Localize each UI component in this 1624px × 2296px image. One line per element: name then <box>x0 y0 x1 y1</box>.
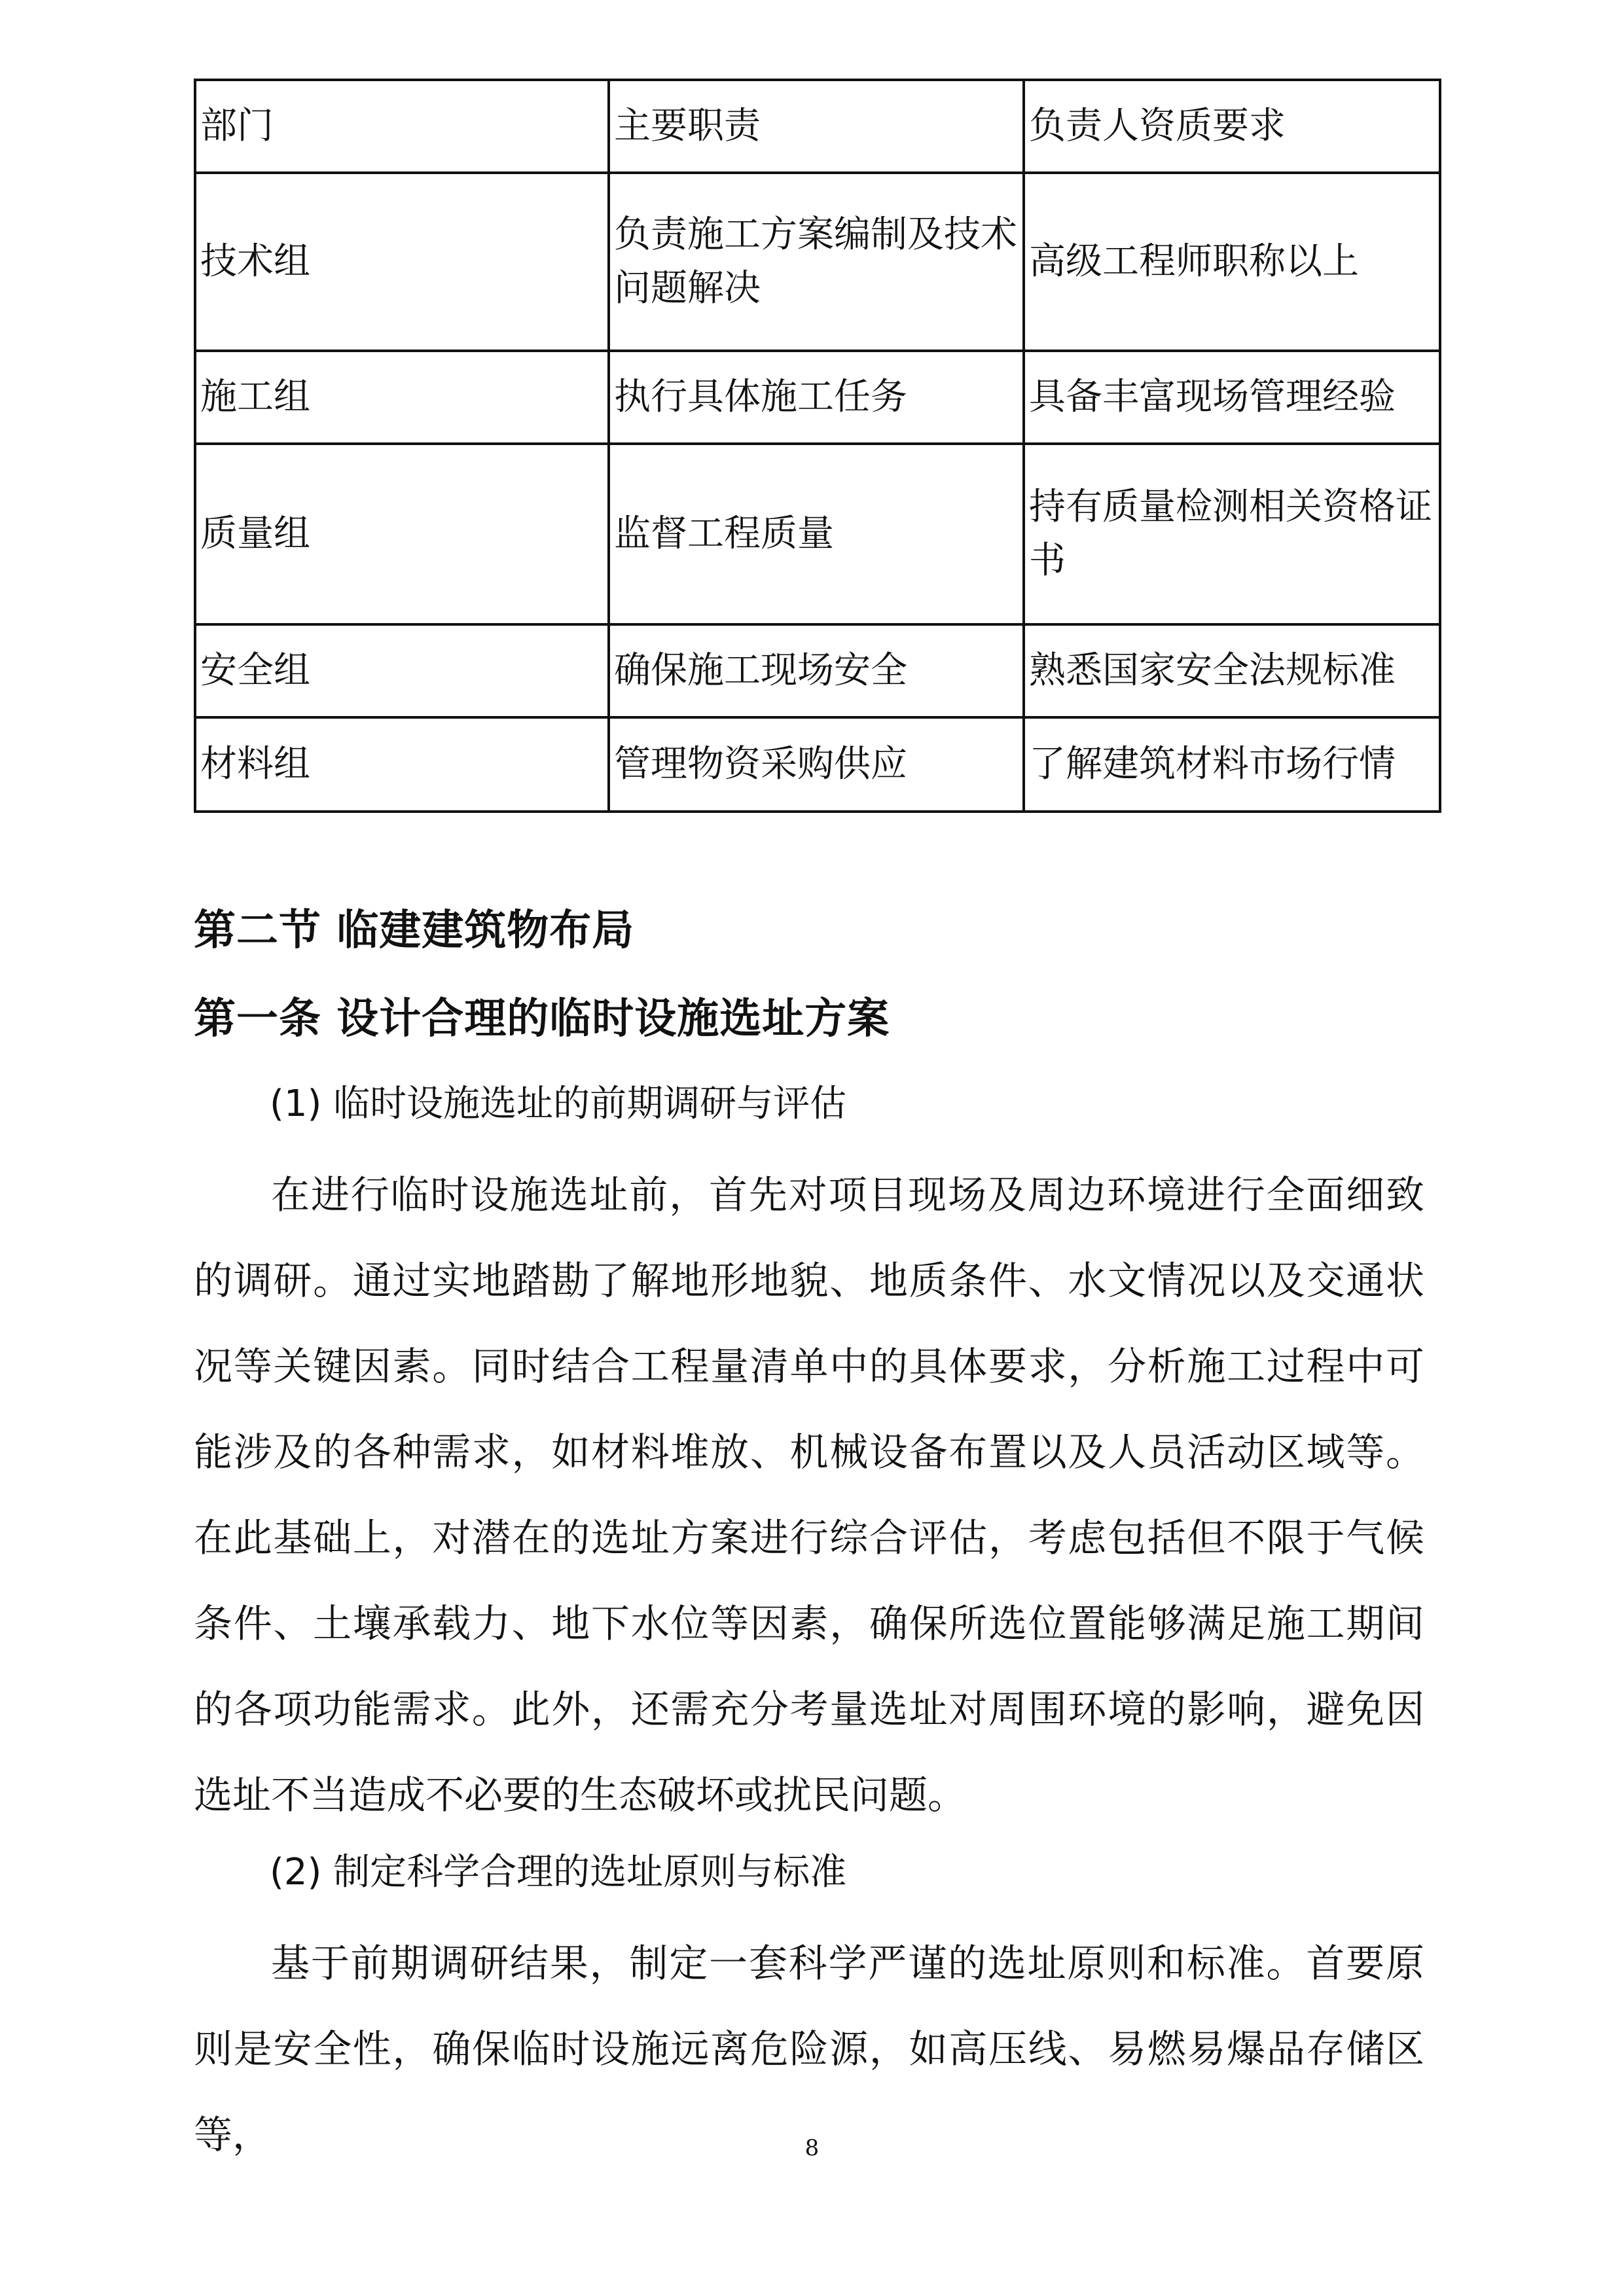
table-row <box>195 351 1440 444</box>
table-header-row <box>195 80 1440 173</box>
table-cell: 熟悉国家安全法规标准 <box>1024 624 1440 717</box>
table-cell: 确保施工现场安全 <box>609 624 1024 717</box>
table-cell: 质量组 <box>195 444 609 624</box>
table-cell: 材料组 <box>195 717 609 812</box>
table-row <box>195 624 1440 717</box>
table-row <box>195 717 1440 812</box>
table-cell: 负责施工方案编制及技术问题解决 <box>609 173 1024 351</box>
table-cell: 管理物资采购供应 <box>609 717 1024 812</box>
page-number: 8 <box>804 2135 820 2161</box>
table-header-cell: 主要职责 <box>609 80 1024 173</box>
table-cell: 技术组 <box>195 173 609 351</box>
table-cell: 安全组 <box>195 624 609 717</box>
table-cell: 高级工程师职称以上 <box>1024 173 1440 351</box>
table-cell: 了解建筑材料市场行情 <box>1024 717 1440 812</box>
table-cell: 持有质量检测相关资格证书 <box>1024 444 1440 624</box>
table-header-cell: 部门 <box>195 80 609 173</box>
article-title: 第一条 设计合理的临时设施选址方案 <box>194 995 890 1043</box>
table-cell: 施工组 <box>195 351 609 444</box>
body-paragraph: 基于前期调研结果，制定一套科学严谨的选址原则和标准。首要原则是安全性，确保临时设施远离危险源，如高压线、易燃易爆品存储区等， <box>194 1941 1424 2157</box>
table-row <box>195 173 1440 351</box>
section-title: 第二节 临建建筑物布局 <box>194 906 635 955</box>
subsection-heading: (1) 临时设施选址的前期调研与评估 <box>270 1083 847 1125</box>
table-header-cell: 负责人资质要求 <box>1024 80 1440 173</box>
table-row <box>195 444 1440 624</box>
table-cell: 监督工程质量 <box>609 444 1024 624</box>
table-cell: 执行具体施工任务 <box>609 351 1024 444</box>
body-paragraph: 在进行临时设施选址前，首先对项目现场及周边环境进行全面细致的调研。通过实地踏勘了解地形地貌、地质条件、水文情况以及交通状况等关键因素。同时结合工程量清单中的具体要求，分析施工过程中可能涉及的各种需求，如材料堆放、机械设备布置以及人员活动区域等。在此基础上，对潜在的选址方案进行综合评估，考虑包括但不限于气候条件、土壤承载力、地下水位等因素，确保所选位置能够满足施工期间的各项功能需求。此外，还需充分考量选址对周围环境的影响，避免因选址不当造成不必要的生态破坏或扰民问题。 <box>194 1172 1424 1818</box>
responsibility-table <box>194 79 1441 813</box>
table-cell: 具备丰富现场管理经验 <box>1024 351 1440 444</box>
subsection-heading: (2) 制定科学合理的选址原则与标准 <box>270 1851 847 1893</box>
